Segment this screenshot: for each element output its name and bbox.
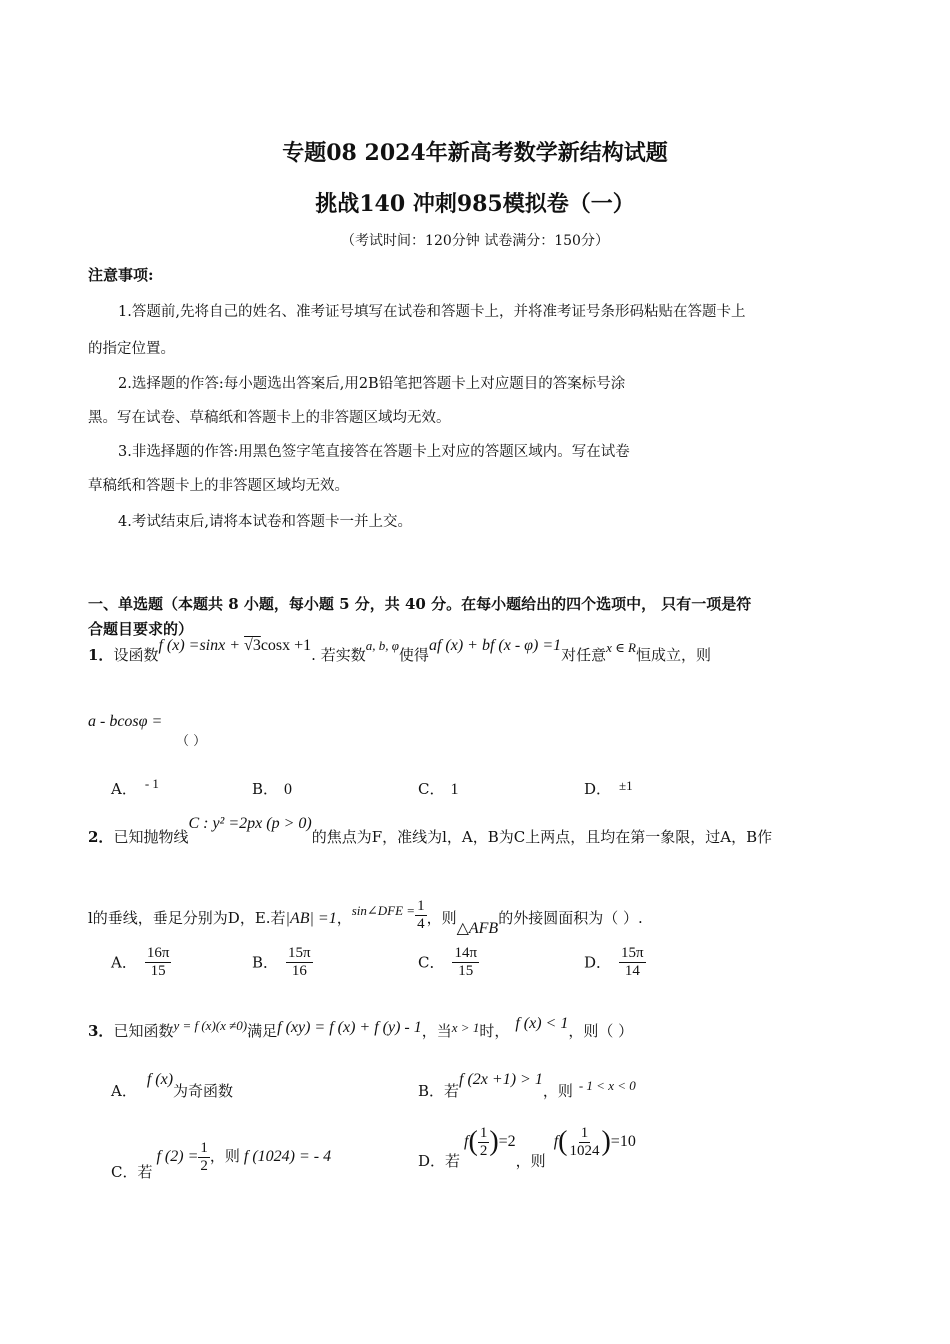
q1-option-b: B． 0 — [252, 780, 293, 798]
q1-option-c: C． 1 — [418, 780, 459, 798]
q3-option-c: C．若f (2) = $\frac{1}{2}$ ，则 f (1024) = - 4 — [111, 1140, 332, 1181]
notes-heading: 注意事项: — [88, 266, 154, 284]
q3-option-a: A．f (x)为奇函数 — [111, 1071, 234, 1100]
note-1-cont: 的指定位置。 — [88, 341, 175, 357]
question-2: 2．已知抛物线C : y² =2px (p > 0)的焦点为F，准线为l，A，B为C上两点，且均在第一象限，过A，B作 — [88, 815, 773, 846]
question-number: 3． — [88, 1022, 114, 1040]
note-3: 3.非选择题的作答:用黑色签字笔直接答在答题卡上对应的答题区域内。写在试卷 — [118, 444, 630, 460]
page-subtitle: 挑战140 冲刺985模拟卷（一） — [315, 191, 635, 217]
q1-option-a: A． - 1 — [111, 776, 159, 798]
q1-expression: a - bcosφ = — [88, 713, 163, 730]
page-title: 专题08 2024年新高考数学新结构试题 — [282, 140, 668, 166]
question-number: 2． — [88, 828, 114, 846]
q3-option-b: B．若f (2x +1) > 1，则 - 1 < x < 0 — [418, 1071, 636, 1100]
question-1: 1．设函数f (x) =sinx + √3cosx +1. 若实数a, b, φ使得af (x) + bf (x - φ) =1对任意x ∈ R恒成立，则 — [88, 637, 711, 664]
q1-option-d: D． ±1 — [584, 778, 633, 798]
q2-option-c: C． $\frac{14\pi}{15}$ — [418, 945, 478, 979]
question-number: 1． — [88, 646, 114, 664]
section-heading: 一、单选题（本题共 8 小题，每小题 5 分，共 40 分。在每小题给出的四个选项中， 只有一项是符 — [88, 595, 752, 613]
note-2: 2.选择题的作答:每小题选出答案后,用2B铅笔把答题卡上对应题目的答案标号涂 — [118, 376, 626, 392]
question-2-line2: l的垂线，垂足分别为D，E.若|AB| =1，sin∠DFE = $\frac{1}{4}$ ，则△AFB的外接圆面积为（ ）. — [88, 898, 643, 937]
note-4: 4.考试结束后,请将本试卷和答题卡一并上交。 — [118, 514, 412, 530]
q2-option-a: A． $\frac{16\pi}{15}$ — [111, 945, 170, 979]
q1-answer-blank: （ ） — [176, 734, 207, 749]
section-heading-cont: 合题目要求的） — [88, 620, 194, 638]
note-1: 1.答题前,先将自己的姓名、准考证号填写在试卷和答题卡上，并将准考证号条形码粘贴在答题卡上 — [118, 304, 746, 320]
q3-option-d: D．若f( $\frac{1}{2}$ )=2，则f( $\frac{1}{1024}$ )=10 — [418, 1125, 636, 1170]
question-3: 3．已知函数y = f (x)(x ≠0)满足f (xy) = f (x) + f (y) - 1，当x > 1时， f (x) < 1，则（ ） — [88, 1015, 634, 1040]
note-3-cont: 草稿纸和答题卡上的非答题区域均无效。 — [88, 478, 349, 494]
note-2-cont: 黑。写在试卷、草稿纸和答题卡上的非答题区域均无效。 — [88, 410, 451, 426]
exam-info: （考试时间：120分钟 试卷满分：150分） — [341, 233, 609, 249]
q2-option-d: D． $\frac{15\pi}{14}$ — [584, 945, 644, 979]
q2-option-b: B． $\frac{15\pi}{16}$ — [252, 945, 311, 979]
